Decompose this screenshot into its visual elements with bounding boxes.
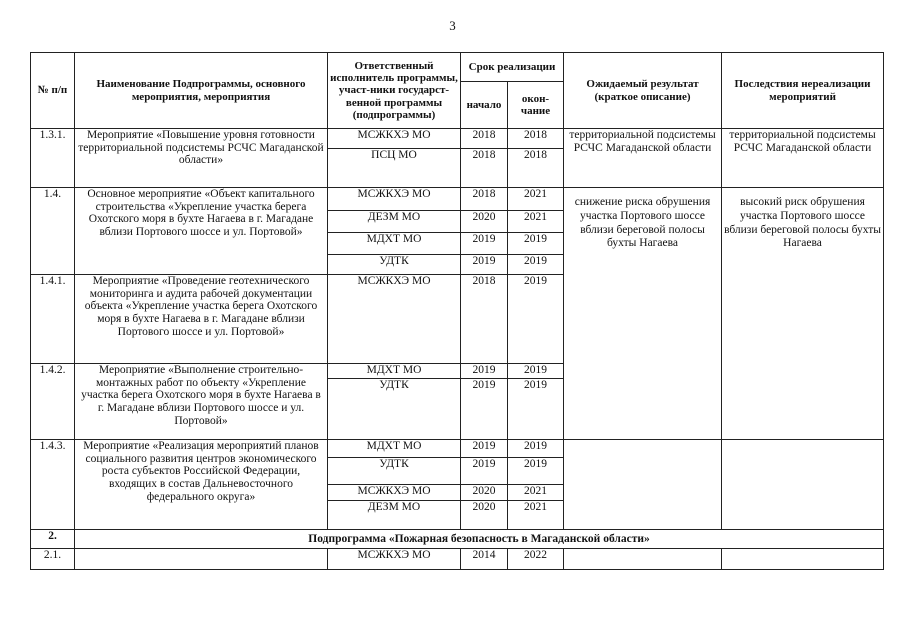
executor-cell: ДЕЗМ МО — [328, 501, 461, 530]
end-cell: 2019 — [508, 255, 564, 275]
start-cell: 2014 — [461, 549, 508, 570]
row-number: 2. — [31, 530, 75, 549]
row-name: Мероприятие «Проведение геотехнического мониторинга и аудита рабочей документации объекта «Укрепление участка берега Охотского моря в бухте Нагаева в г. Магадане вблизи Портового шоссе и ул. Портовой» — [75, 275, 328, 364]
executor-cell: МДХТ МО — [328, 233, 461, 255]
header-name: Наименование Подпрограммы, основного мероприятия, мероприятия — [75, 53, 328, 129]
executor-cell: МСЖКХЭ МО — [328, 275, 461, 364]
executor-cell: ПСЦ МО — [328, 149, 461, 188]
table-row — [31, 440, 884, 458]
row-name: Мероприятие «Реализация мероприятий планов социального развития центров экономического роста субъектов Российской Федерации, входящих в состав Дальневосточного федерального округа» — [75, 440, 328, 530]
end-cell: 2019 — [508, 233, 564, 255]
consequences-cell — [722, 549, 884, 570]
page-number: 3 — [449, 18, 456, 33]
start-cell: 2019 — [461, 440, 508, 458]
start-cell: 2020 — [461, 211, 508, 233]
start-cell: 2019 — [461, 364, 508, 379]
start-cell: 2018 — [461, 149, 508, 188]
header-executor: Ответственный исполнитель программы, участ-ники государст-венной программы (подпрограммы) — [328, 53, 461, 129]
consequences-cell: территориальной подсистемы РСЧС Магаданской области — [722, 129, 884, 188]
result-cell: территориальной подсистемы РСЧС Магаданской области — [564, 129, 722, 188]
end-cell: 2019 — [508, 458, 564, 485]
end-cell: 2018 — [508, 149, 564, 188]
subprogram-title: Подпрограмма «Пожарная безопасность в Магаданской области» — [75, 530, 884, 549]
end-cell: 2021 — [508, 211, 564, 233]
row-number: 1.4.3. — [31, 440, 75, 530]
header-term: Срок реализации — [461, 53, 564, 82]
end-cell: 2022 — [508, 549, 564, 570]
executor-cell: МДХТ МО — [328, 364, 461, 379]
executor-cell: ДЕЗМ МО — [328, 211, 461, 233]
start-cell: 2020 — [461, 501, 508, 530]
result-cell — [564, 440, 722, 530]
row-number: 1.3.1. — [31, 129, 75, 188]
end-cell: 2018 — [508, 129, 564, 149]
table-row — [31, 188, 884, 211]
row-name: Мероприятие «Повышение уровня готовности территориальной подсистемы РСЧС Магаданской области» — [75, 129, 328, 188]
executor-cell: МСЖКХЭ МО — [328, 485, 461, 501]
result-cell: снижение риска обрушения участка Портового шоссе вблизи береговой полосы бухты Нагаева — [564, 188, 722, 440]
executor-cell: МСЖКХЭ МО — [328, 129, 461, 149]
row-number: 1.4.1. — [31, 275, 75, 364]
header-end: окон-чание — [508, 82, 564, 129]
table-header — [31, 53, 884, 129]
executor-cell: МСЖКХЭ МО — [328, 549, 461, 570]
header-consequences: Последствия нереализации мероприятий — [722, 53, 884, 129]
header-num: № п/п — [31, 53, 75, 129]
end-cell: 2019 — [508, 275, 564, 364]
end-cell: 2019 — [508, 364, 564, 379]
start-cell: 2019 — [461, 458, 508, 485]
start-cell: 2018 — [461, 129, 508, 149]
start-cell: 2019 — [461, 255, 508, 275]
row-number: 2.1. — [31, 549, 75, 570]
row-number: 1.4. — [31, 188, 75, 275]
header-result: Ожидаемый результат (краткое описание) — [564, 53, 722, 129]
row-number: 1.4.2. — [31, 364, 75, 440]
row-name — [75, 549, 328, 570]
row-name: Мероприятие «Выполнение строительно-монтажных работ по объекту «Укрепление участка берега Охотского моря в бухте Нагаева в г. Магадане вблизи Портового шоссе и ул. Портовой» — [75, 364, 328, 440]
start-cell: 2019 — [461, 233, 508, 255]
program-table — [30, 52, 884, 570]
table-row — [31, 549, 884, 570]
start-cell: 2018 — [461, 188, 508, 211]
consequences-cell — [722, 440, 884, 530]
header-start: начало — [461, 82, 508, 129]
executor-cell: МДХТ МО — [328, 440, 461, 458]
start-cell: 2020 — [461, 485, 508, 501]
subprogram-row — [31, 530, 884, 549]
result-cell — [564, 549, 722, 570]
end-cell: 2021 — [508, 485, 564, 501]
executor-cell: УДТК — [328, 458, 461, 485]
executor-cell: МСЖКХЭ МО — [328, 188, 461, 211]
end-cell: 2021 — [508, 501, 564, 530]
end-cell: 2019 — [508, 379, 564, 440]
row-name: Основное мероприятие «Объект капитального строительства «Укрепление участка берега Охотского моря в бухте Нагаева в г. Магадане вблизи Портового шоссе и ул. Портовой» — [75, 188, 328, 275]
consequences-cell: высокий риск обрушения участка Портового шоссе вблизи береговой полосы бухты Нагаева — [722, 188, 884, 440]
end-cell: 2019 — [508, 440, 564, 458]
table-row — [31, 129, 884, 149]
start-cell: 2019 — [461, 379, 508, 440]
end-cell: 2021 — [508, 188, 564, 211]
executor-cell: УДТК — [328, 255, 461, 275]
executor-cell: УДТК — [328, 379, 461, 440]
start-cell: 2018 — [461, 275, 508, 364]
